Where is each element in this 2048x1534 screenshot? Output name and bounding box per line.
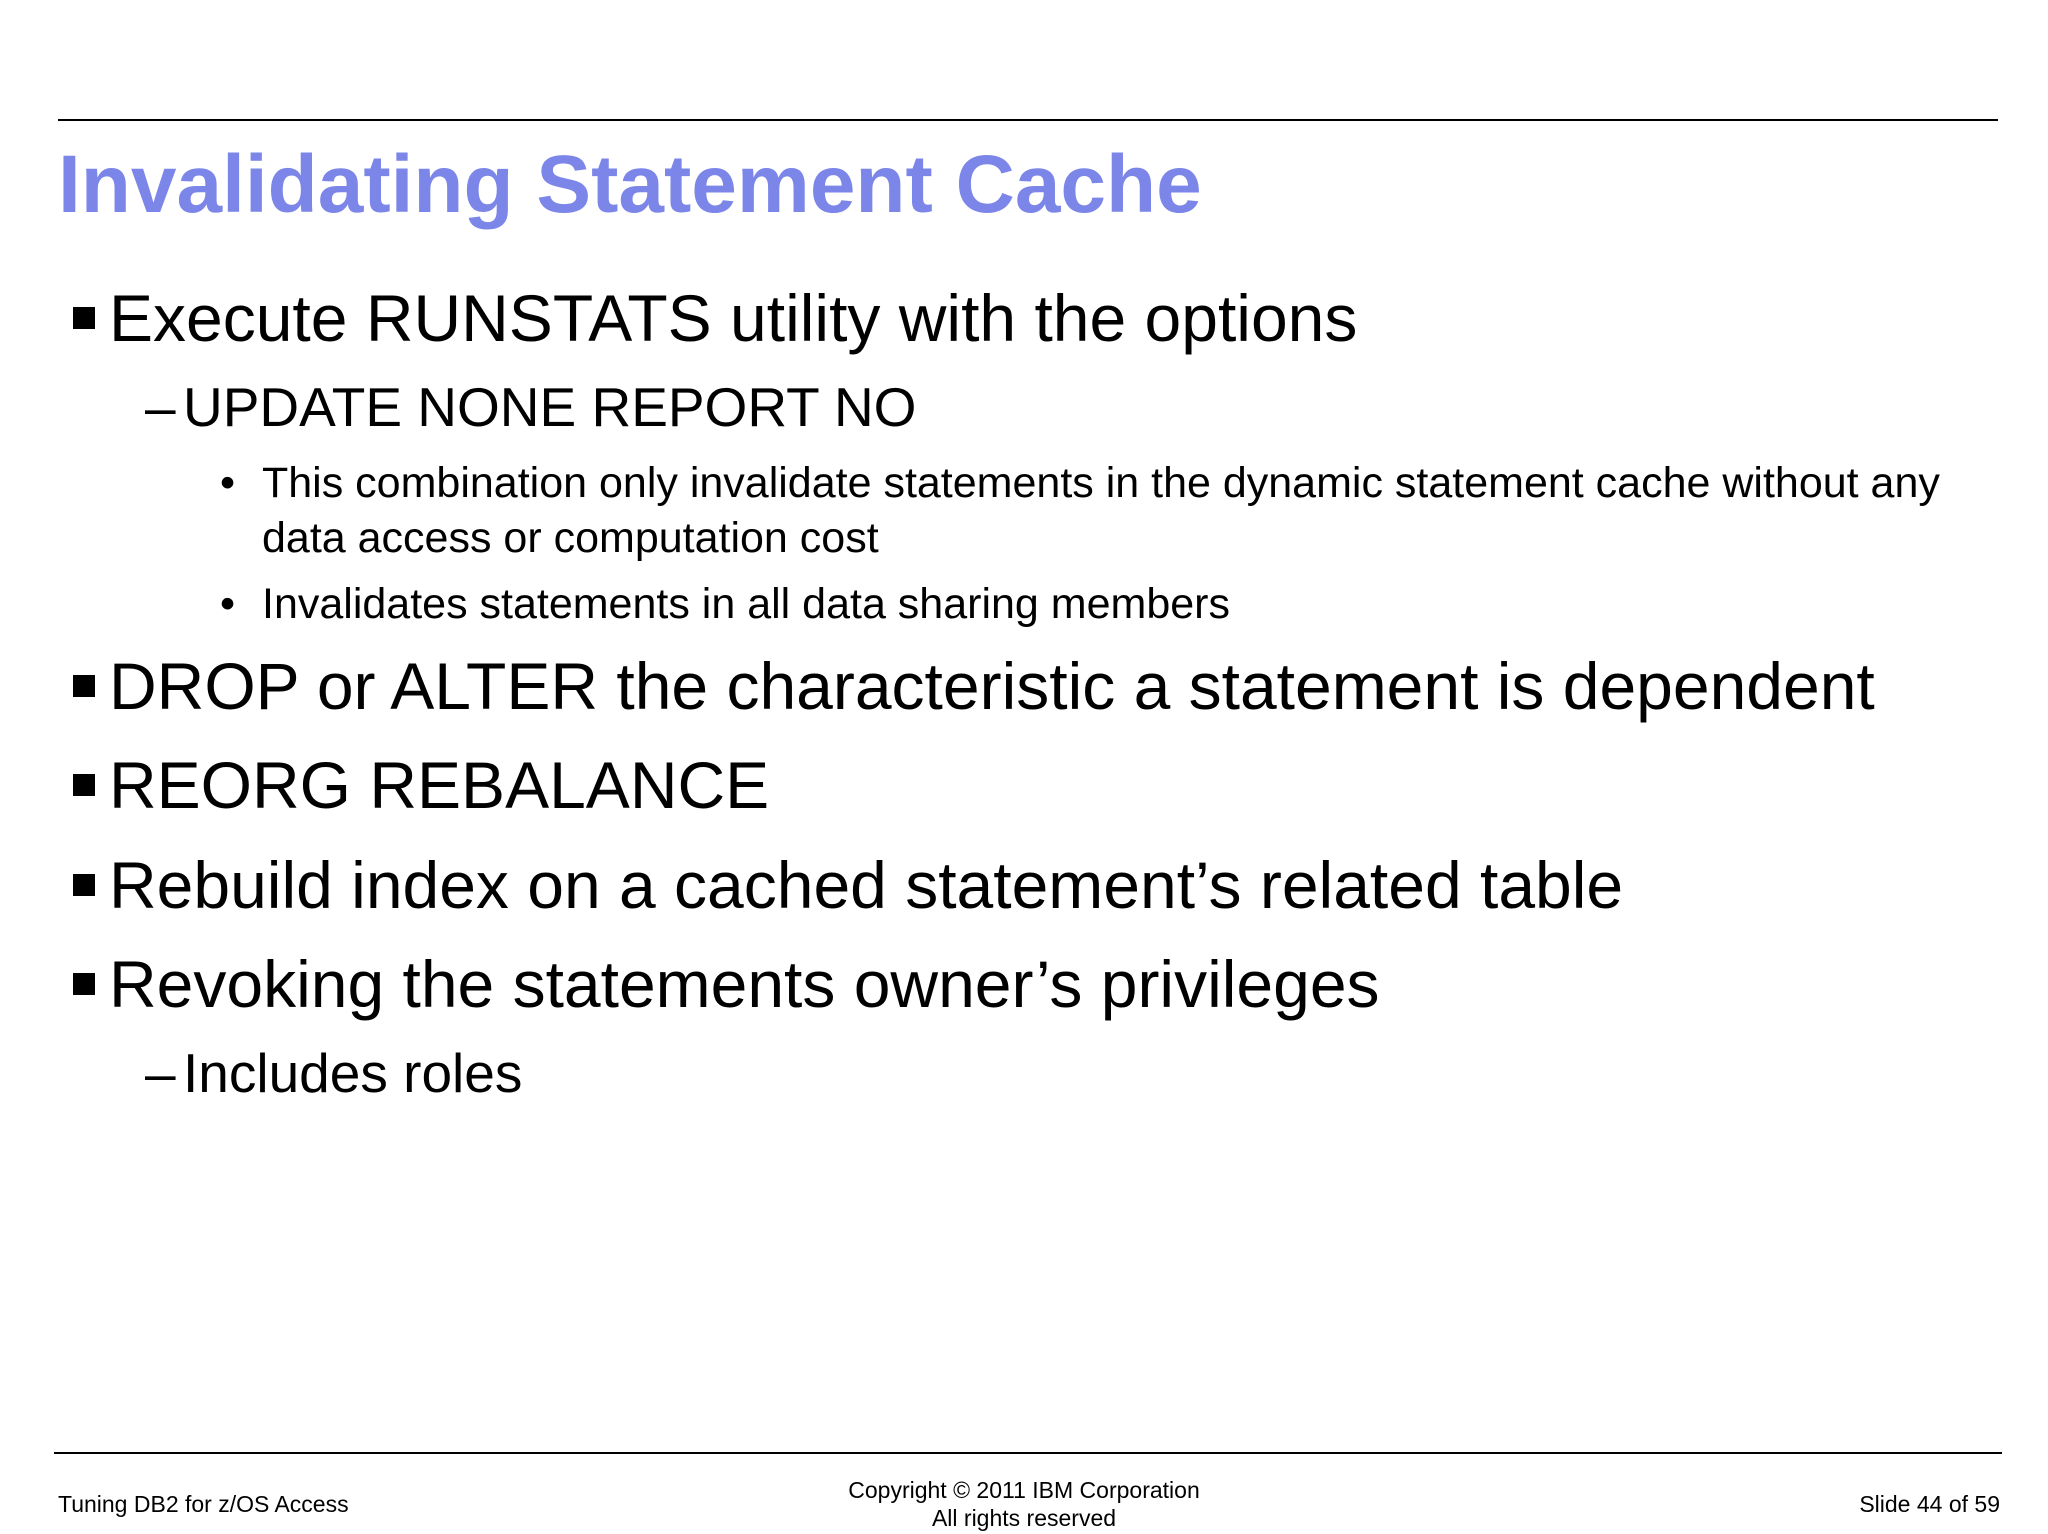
bullet-item (73, 280, 1357, 356)
copyright-line: Copyright © 2011 IBM Corporation (848, 1477, 1200, 1503)
sub-sub-bullet-item (220, 577, 2000, 632)
slide-title: Invalidating Statement Cache (58, 139, 1202, 230)
square-bullet-icon (73, 307, 95, 329)
square-bullet-icon (73, 874, 95, 896)
bullet-item (73, 847, 1623, 923)
bullet-item (73, 946, 1380, 1022)
bullet-text: DROP or ALTER the characteristic a statement is dependent (109, 649, 1875, 723)
footer-divider (54, 1452, 2002, 1454)
bullet-text: Rebuild index on a cached statement’s related table (109, 848, 1624, 922)
square-bullet-icon (73, 774, 95, 796)
square-bullet-icon (73, 973, 95, 995)
sub-sub-bullet-text: This combination only invalidate statements in the dynamic statement cache without any data access or computation cost (262, 459, 1940, 562)
sub-bullet-text: UPDATE NONE REPORT NO (183, 376, 917, 438)
slide-number: Slide 44 of 59 (1859, 1491, 2000, 1517)
sub-bullet-item (145, 1041, 522, 1105)
bullet-item (73, 747, 769, 823)
dash-marker: – (145, 1042, 176, 1104)
footer-copyright (824, 1476, 1224, 1532)
bullet-text: REORG REBALANCE (109, 748, 770, 822)
sub-sub-bullet-text: Invalidates statements in all data sharing members (262, 580, 1230, 628)
dot-marker: • (220, 580, 236, 628)
bullet-text: Revoking the statements owner’s privileges (109, 947, 1380, 1021)
square-bullet-icon (73, 675, 95, 697)
sub-sub-bullet-item (220, 456, 2000, 566)
bullet-item (73, 648, 1875, 724)
dash-marker: – (145, 376, 176, 438)
sub-bullet-item (145, 375, 916, 439)
sub-bullet-text: Includes roles (183, 1042, 523, 1104)
dot-marker: • (220, 459, 236, 507)
bullet-text: Execute RUNSTATS utility with the options (109, 281, 1358, 355)
footer-presentation-title: Tuning DB2 for z/OS Access (58, 1491, 349, 1517)
rights-line: All rights reserved (931, 1505, 1117, 1531)
